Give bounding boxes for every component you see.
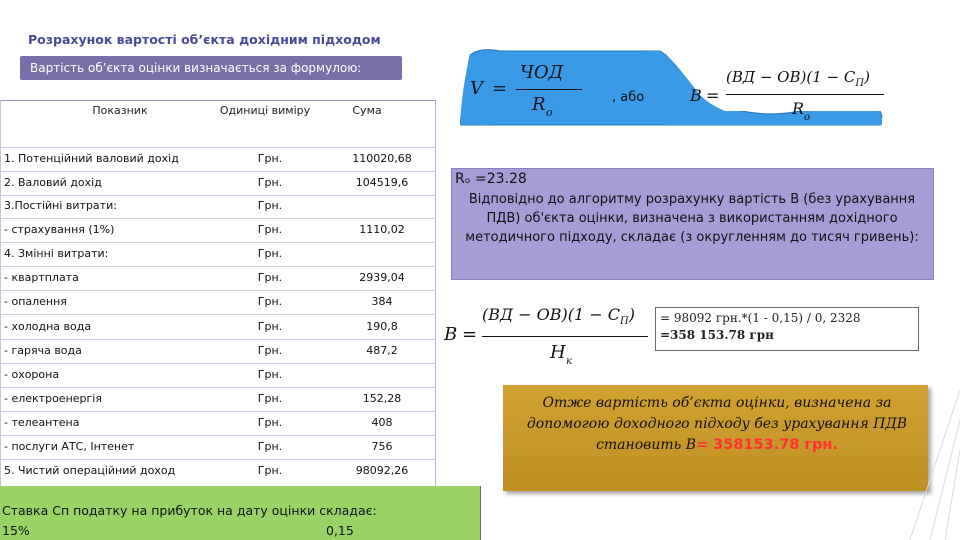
row-unit: Грн. [257,223,283,236]
row-divider [0,435,436,436]
table-top-border [0,100,436,101]
row-divider [0,266,436,267]
row-indicator: - опалення [4,295,67,308]
result-line-2: =358 153.78 грн [660,328,774,342]
formula-b-fraction-bar [726,94,884,95]
row-divider [0,242,436,243]
tax-box-divider [480,486,481,540]
formula-b-eq: = [706,86,720,105]
row-unit: Грн. [257,176,283,189]
row-indicator: 2. Валовий дохід [4,176,102,189]
table-left-border [0,100,1,487]
row-value: 408 [371,416,393,429]
row-unit: Грн. [257,152,283,165]
formula-v-eq: = [492,78,508,99]
row-indicator: 5. Чистий операційний доход [4,464,176,477]
formula-b2-symbol: B [444,324,458,345]
row-divider [0,218,436,219]
formula-b2-denominator: Н [550,342,566,363]
row-indicator: 1. Потенційний валовий дохід [4,152,179,165]
row-indicator: - електроенергія [4,392,102,405]
result-text [660,310,861,344]
row-unit: Грн. [257,199,283,212]
row-value: 1110,02 [359,223,405,236]
row-divider [0,171,436,172]
row-value: 98092,26 [355,464,409,477]
row-unit: Грн. [257,247,283,260]
row-unit: Грн. [257,440,283,453]
tax-rate-fraction: 0,15 [326,523,354,538]
row-indicator: - послуги АТС, Інтенет [4,440,135,453]
row-indicator: - гаряча вода [4,344,82,357]
tax-rate-percent: 15% [2,523,30,538]
formula-v [470,58,585,118]
conclusion-text [508,393,926,456]
table-divider [0,147,436,148]
row-unit: Грн. [257,368,283,381]
formula-v-symbol: V [470,78,483,99]
row-unit: Грн. [257,320,283,333]
formula-b-numerator: $(ВД - ОВ)(1 - С_П)$ [726,68,870,89]
row-unit: Грн. [257,464,283,477]
column-header-indicator: Показник [92,104,148,117]
ro-value: Rₒ =23.28 [455,171,527,187]
formula-v-fraction-bar [516,89,582,90]
row-indicator: 4. Змінні витрати: [4,247,109,260]
row-indicator: - страхування (1%) [4,223,115,236]
row-value: 384 [371,295,393,308]
row-unit: Грн. [257,344,283,357]
formula-b2-fraction-bar [482,336,648,337]
row-unit: Грн. [257,271,283,284]
row-divider [0,387,436,388]
row-unit: Грн. [257,416,283,429]
formula-or: , або [612,90,645,105]
row-divider [0,290,436,291]
page-title: Розрахунок вартості об’єкта дохідним підходом [28,32,381,47]
row-divider [0,459,436,460]
formula-b-den-sub: o [804,112,811,123]
row-value: 152,28 [362,392,402,405]
formula-v-numerator: ЧОД [520,62,564,83]
row-unit: Грн. [257,295,283,308]
result-line-1: = 98092 грн.*(1 - 0,15) / 0, 2328 [660,311,861,325]
row-indicator: - охорона [4,368,60,381]
formula-b2-eq: = [462,324,478,345]
decorative-lines [900,380,960,540]
row-divider [0,195,436,196]
row-value: 756 [371,440,393,453]
column-header-unit: Одиниці виміру [219,104,311,117]
row-divider [0,314,436,315]
row-value: 487,2 [366,344,398,357]
info-text: Відповідно до алгоритму розрахунку вартість В (без урахування ПДВ) об'єкта оцінки, визначена з використанням дохідного методичного підходу, складає (з округленням до тисяч гривень): [465,192,919,245]
row-value: 190,8 [366,320,398,333]
row-divider [0,339,436,340]
tax-rate-label: Ставка Cп податку на прибуток на дату оцінки складає: [2,503,377,518]
row-indicator: - квартплата [4,271,79,284]
conclusion-value: = 358153.78 грн. [695,437,838,453]
row-indicator: 3.Постійні витрати: [4,199,117,212]
formula-v-den-sub: o [546,106,553,119]
formula-b2-den-sub: к [566,356,572,367]
row-divider [0,363,436,364]
formula-b2 [440,300,650,370]
row-value: 110020,68 [352,152,412,165]
formula-v-denominator: R [532,94,546,115]
formula-b-denominator: R [792,99,805,118]
row-indicator: - телеантена [4,416,80,429]
conclusion-body: Отже вартість об’єкта оцінки, визначена за допомогою доходного підходу без урахування ПДВ становить В [526,395,908,453]
column-header-sum: Сума [352,104,382,117]
row-indicator: - холодна вода [4,320,92,333]
row-divider [0,411,436,412]
formula-b-symbol: B [690,86,702,105]
formula-b [690,62,890,122]
row-value: 2939,04 [359,271,405,284]
row-unit: Грн. [257,392,283,405]
row-value: 104519,6 [355,176,409,189]
formula-b2-numerator: $(ВД - ОВ)(1 - С_П)$ [482,305,635,328]
subtitle-text: Вартість об’єкта оцінки визначається за формулою: [30,61,362,75]
